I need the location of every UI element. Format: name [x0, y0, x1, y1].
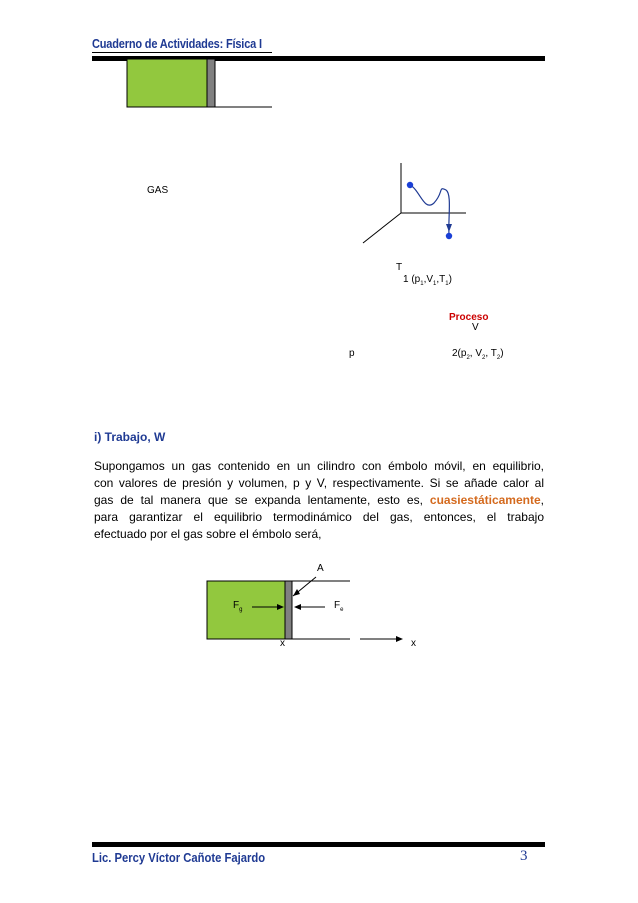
gas-region-2 [207, 581, 285, 639]
axis-v-label: V [472, 322, 479, 333]
footer-rule [92, 842, 545, 847]
paragraph-line: gas de tal manera que se expanda lentamente, esto es, cuasiestáticamente, [94, 493, 544, 507]
paragraph-line: para garantizar el equilibrio termodinámico del gas, entonces, el trabajo [94, 510, 544, 524]
state-1-label: 1 $(p_1,V_1,T_1)$ [403, 274, 452, 287]
axis-p-label: p [349, 348, 355, 359]
page-number: 3 [520, 848, 528, 864]
x-label-piston: x [280, 638, 285, 649]
section-paragraph [94, 458, 544, 543]
paragraph-line: efectuado por el gas sobre el émbolo será, [94, 527, 322, 541]
process-curve [410, 185, 449, 235]
piston-2 [285, 581, 292, 639]
state-2-label: $2(p_2$, $V_2$, $T_2$) [452, 348, 504, 361]
area-label: A [317, 563, 324, 574]
axis-p-line [363, 213, 401, 243]
paragraph-line: Supongamos un gas contenido en un cilindro con émbolo móvil, en equilibrio, [94, 459, 544, 473]
header-title: Cuaderno de Actividades: Física I [92, 37, 262, 51]
x-label-axis: x [411, 638, 416, 649]
axis-t-label: T [396, 262, 403, 273]
state-point-2 [446, 233, 452, 239]
ext-force-arrowhead [294, 604, 301, 610]
state-point-1 [407, 182, 413, 188]
section-title: i) Trabajo, W [94, 430, 166, 444]
highlight-term: cuasiestáticamente [429, 493, 541, 507]
ext-force-label: $F_e$ [334, 600, 344, 613]
process-arrowhead [446, 224, 452, 232]
area-arrowhead [293, 589, 300, 596]
footer-author: Lic. Percy Víctor Cañote Fajardo [92, 851, 266, 865]
figure-cylinder-pvt [0, 0, 638, 420]
piston [207, 59, 215, 107]
paragraph-line: con valores de presión y volumen, p y V, respectivamente. Si se añade calor al [94, 476, 544, 490]
process-label: Proceso [449, 312, 489, 323]
gas-force-label: $F_g$ [233, 600, 243, 613]
gas-region [127, 59, 207, 107]
gas-label: GAS [147, 185, 169, 196]
figure-piston-forces [0, 540, 638, 660]
x-axis-arrowhead [396, 636, 403, 642]
